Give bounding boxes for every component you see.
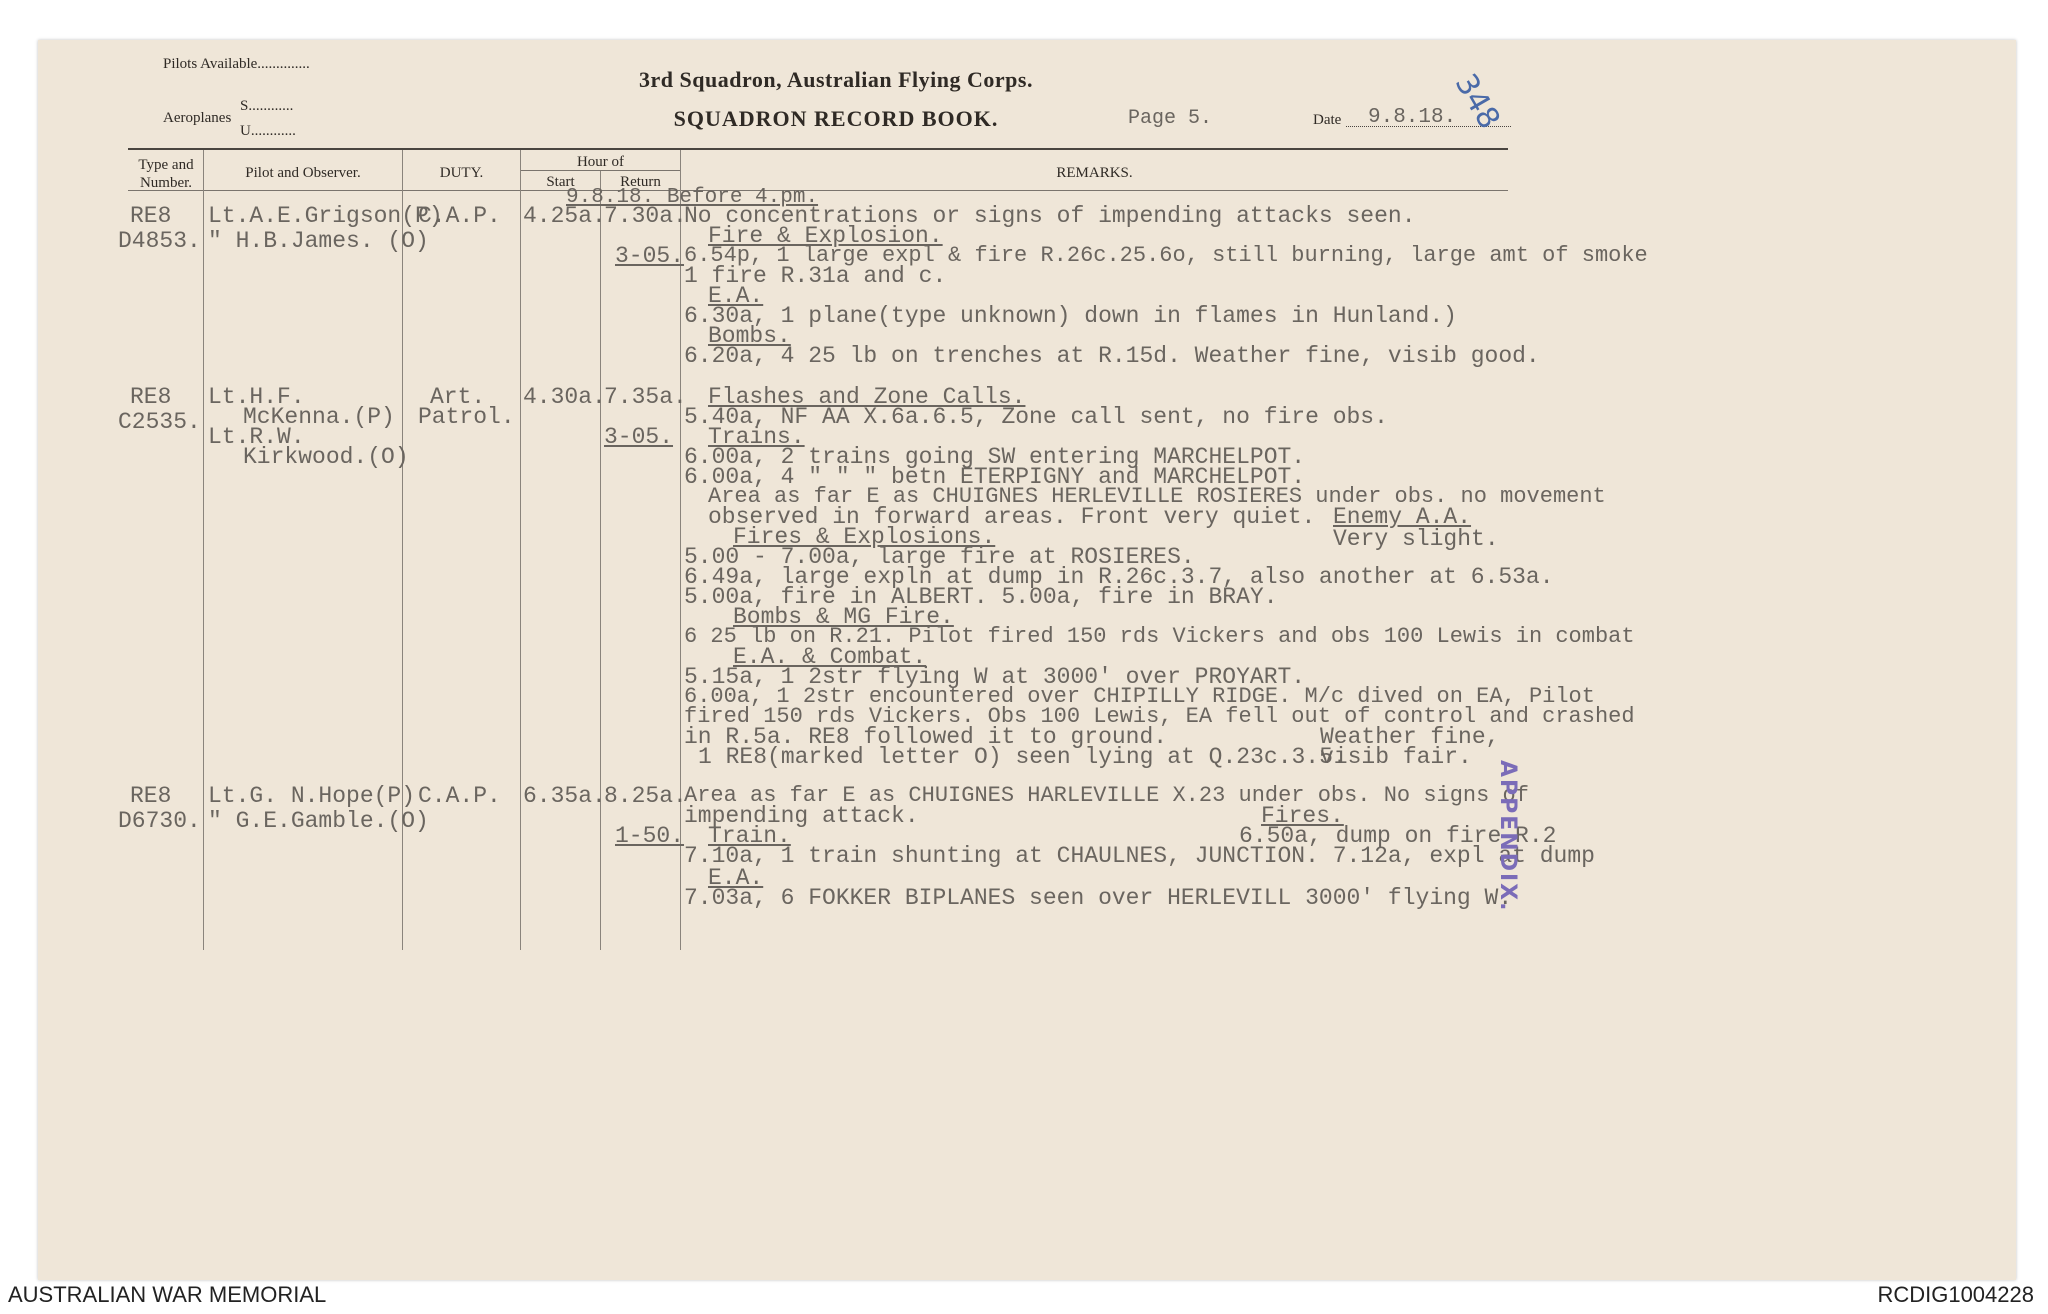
- record-sheet: [38, 40, 2016, 1280]
- page-label: Page 5.: [1128, 107, 1213, 130]
- entry2-remark-19: in R.5a. RE8 followed it to ground.: [684, 724, 1168, 750]
- unit-title: 3rd Squadron, Australian Flying Corps.: [639, 67, 1033, 92]
- col-type-heading: Type and Number.: [138, 157, 194, 191]
- entry2-remark-17: 6.00a, 1 2str encountered over CHIPILLY RIDGE. M/c dived on EA, Pilot: [684, 684, 1595, 709]
- entry1-total: 3-05.: [615, 243, 685, 269]
- entry2-type: RE8: [130, 384, 172, 410]
- entry2-remark-20: Weather fine,: [1320, 724, 1500, 750]
- entry2-remark-21: 1 RE8(marked letter O) seen lying at Q.23c.3.5.: [698, 744, 1347, 770]
- date-heading: 9.8.18. Before 4.pm.: [566, 186, 819, 209]
- entry2-remark-7: Enemy A.A.: [1333, 504, 1472, 530]
- col-divider-3: [520, 150, 521, 950]
- entry2-remark-2: Trains.: [708, 424, 805, 450]
- entry2-remark-3: 6.00a, 2 trains going SW entering MARCHELPOT.: [684, 444, 1306, 470]
- footer-catalogue-id: RCDIG1004228: [1877, 1282, 2034, 1307]
- entry1-start: 4.25a.: [523, 203, 606, 229]
- col-return-heading: Return: [620, 174, 661, 190]
- entry2-total: 3-05.: [604, 424, 674, 450]
- entry2-remark-14: 6 25 lb on R.21. Pilot fired 150 rds Vickers and obs 100 Lewis in combat: [684, 624, 1635, 649]
- col-duty-heading: DUTY.: [439, 165, 484, 181]
- entry2-remark-0: Flashes and Zone Calls.: [708, 384, 1026, 410]
- entry1-number: D4853.: [118, 228, 201, 254]
- entry1-remark-2: 6.54p, 1 large expl & fire R.26c.25.6o, still burning, large amt of smoke: [684, 243, 1648, 268]
- entry2-remark-4: 6.00a, 4 " " " betn ETERPIGNY and MARCHELPOT.: [684, 464, 1306, 490]
- entry3-return: 8.25a.: [604, 783, 687, 809]
- entry2-remark-9: Fires & Explosions.: [733, 524, 996, 550]
- book-title: SQUADRON RECORD BOOK.: [673, 106, 999, 131]
- entry2-observer-rank: Lt.R.W.: [208, 424, 305, 450]
- entry3-observer: " G.E.Gamble.(O): [208, 808, 429, 834]
- col-divider-4: [600, 171, 601, 950]
- entry3-remark-4: 6.50a, dump on fire R.2: [1239, 823, 1557, 849]
- table-top-rule: [128, 148, 1508, 150]
- entry2-remark-1: 5.40a, NF AA X.6a.6.5, Zone call sent, no fire obs.: [684, 404, 1388, 430]
- entry1-observer: " H.B.James. (O): [208, 228, 429, 254]
- entry1-pilot: Lt.A.E.Grigson(P): [208, 203, 443, 229]
- entry1-type: RE8: [130, 203, 172, 229]
- entry2-remark-5: Area as far E as CHUIGNES HERLEVILLE ROSIERES under obs. no movement: [708, 484, 1606, 509]
- col-hour-heading: Hour of: [576, 154, 625, 170]
- entry1-remark-1: Fire & Explosion.: [708, 223, 943, 249]
- col-pilot-heading: Pilot and Observer.: [245, 165, 361, 181]
- entry2-number: C2535.: [118, 409, 201, 435]
- entry2-duty-line2: Patrol.: [418, 404, 515, 430]
- col-divider-1: [203, 150, 204, 950]
- entry2-start: 4.30a.: [523, 384, 606, 410]
- date-label: Date: [1313, 112, 1342, 128]
- entry2-remark-18: fired 150 rds Vickers. Obs 100 Lewis, EA fell out of control and crashed: [684, 704, 1635, 729]
- entry2-return: 7.35a.: [604, 384, 687, 410]
- aeroplanes-u-line: U............: [240, 123, 296, 139]
- entry2-remark-11: 6.49a, large expln at dump in R.26c.3.7, also another at 6.53a.: [684, 564, 1554, 590]
- col-start-heading: Start: [546, 174, 575, 190]
- entry3-type: RE8: [130, 783, 172, 809]
- entry3-remark-0: Area as far E as CHUIGNES HARLEVILLE X.23 under obs. No signs of: [684, 783, 1529, 808]
- entry3-remark-5: 7.10a, 1 train shunting at CHAULNES, JUNCTION. 7.12a, expl at dump: [684, 843, 1595, 869]
- entry3-start: 6.35a.: [523, 783, 606, 809]
- entry3-total: 1-50.: [615, 823, 685, 849]
- entry2-remark-16: 5.15a, 1 2str flying W at 3000' over PROYART.: [684, 664, 1306, 690]
- entry3-remark-3: Train.: [708, 823, 791, 849]
- entry1-remark-7: 6.20a, 4 25 lb on trenches at R.15d. Weather fine, visib good.: [684, 343, 1540, 369]
- entry2-pilot-rank: Lt.H.F.: [208, 384, 305, 410]
- col-remarks-heading: REMARKS.: [1056, 165, 1133, 181]
- entry3-pilot: Lt.G. N.Hope(P): [208, 783, 416, 809]
- entry2-remark-13: Bombs & MG Fire.: [733, 604, 954, 630]
- entry1-remark-3: 1 fire R.31a and c.: [684, 263, 947, 289]
- pilots-available-label: Pilots Available..............: [163, 56, 310, 72]
- entry2-duty: Art.: [430, 384, 486, 410]
- entry2-remark-8: Very slight.: [1333, 526, 1499, 552]
- entry3-remark-1: impending attack.: [684, 803, 919, 829]
- entry1-remark-5: 6.30a, 1 plane(type unknown) down in flames in Hunland.): [684, 303, 1457, 329]
- footer-credit: AUSTRALIAN WAR MEMORIAL: [8, 1282, 327, 1307]
- aeroplanes-s-line: S............: [240, 98, 294, 114]
- entry1-duty: C.A.P.: [418, 203, 501, 229]
- entry1-remark-4: E.A.: [708, 283, 764, 309]
- entry1-remark-6: Bombs.: [708, 323, 791, 349]
- entry2-remark-22: visib fair.: [1320, 744, 1472, 770]
- entry2-remark-6: observed in forward areas. Front very quiet.: [708, 504, 1316, 530]
- entry1-return: 7.30a.: [604, 203, 687, 229]
- entry2-remark-12: 5.00a, fire in ALBERT. 5.00a, fire in BRAY.: [684, 584, 1278, 610]
- entry3-remark-6: E.A.: [708, 865, 764, 891]
- entry3-duty: C.A.P.: [418, 783, 501, 809]
- entry2-remark-10: 5.00 - 7.00a, large fire at ROSIERES.: [684, 544, 1195, 570]
- entry3-remark-2: Fires.: [1261, 803, 1344, 829]
- appendix-stamp: APPENDIX.: [1495, 760, 1520, 913]
- entry2-observer-name: Kirkwood.(O): [243, 444, 409, 470]
- page-number-pencil: 348: [1447, 68, 1507, 136]
- entry3-remark-7: 7.03a, 6 FOKKER BIPLANES seen over HERLEVILL 3000' flying W.: [684, 885, 1513, 911]
- date-value: 9.8.18.: [1368, 106, 1457, 129]
- entry2-remark-15: E.A. & Combat.: [733, 644, 927, 670]
- entry2-pilot-name: McKenna.(P): [243, 404, 395, 430]
- aeroplanes-label: Aeroplanes: [163, 110, 232, 126]
- entry3-number: D6730.: [118, 808, 201, 834]
- entry1-remark-0: No concentrations or signs of impending attacks seen.: [684, 203, 1416, 229]
